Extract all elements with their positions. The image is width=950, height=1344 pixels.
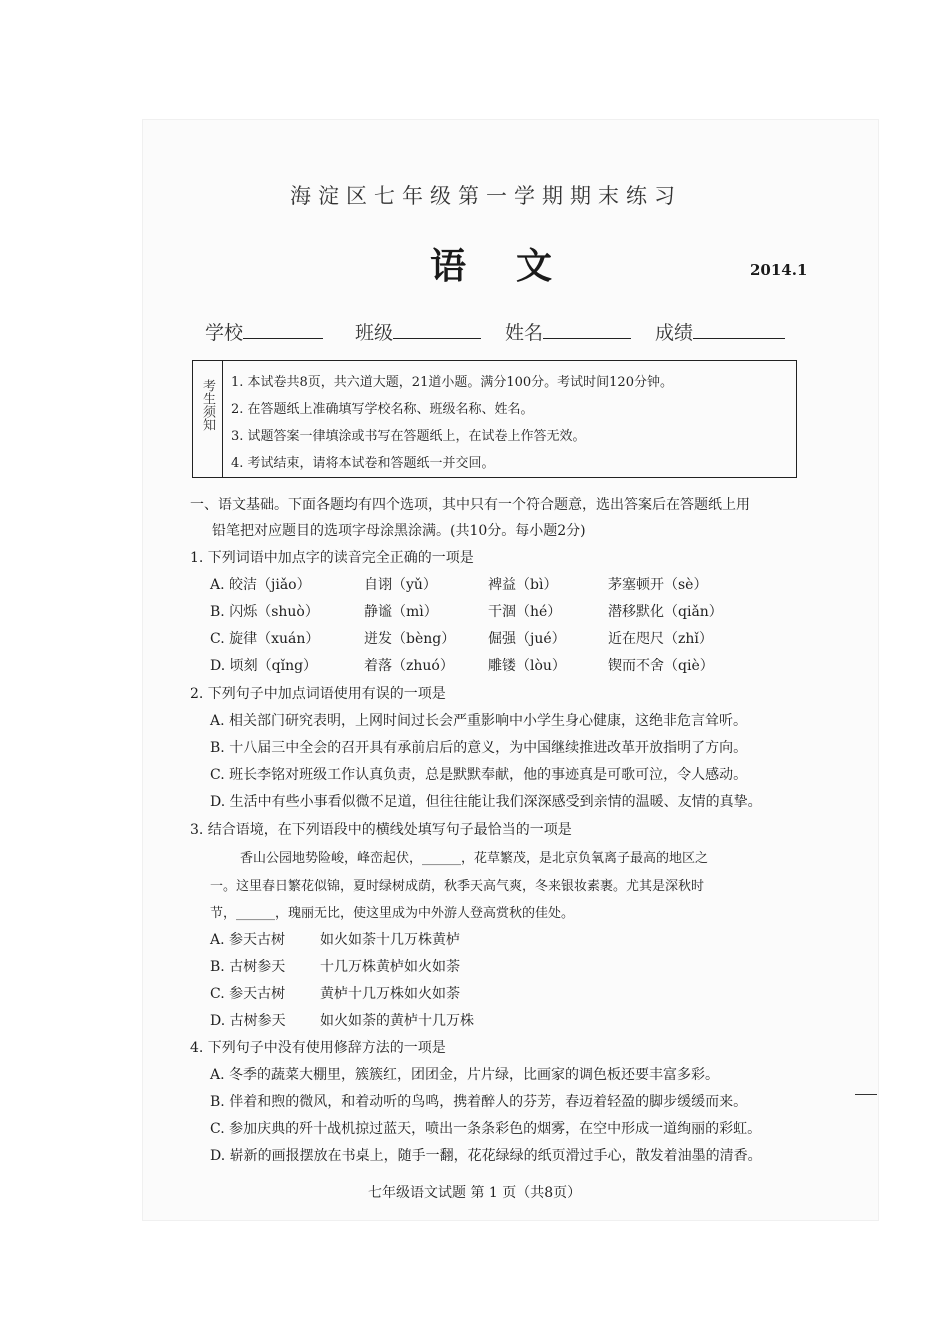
q1-option: 干涸（hé） <box>488 604 562 620</box>
instruction-item: 1. 本试卷共8页，共六道大题，21道小题。满分100分。考试时间120分钟。 <box>231 375 673 390</box>
instruction-item: 3. 试题答案一律填涂或书写在答题纸上，在试卷上作答无效。 <box>231 429 586 444</box>
q3-option-first: D. 古树参天 <box>210 1013 286 1029</box>
q2-option: D. 生活中有些小事看似微不足道，但往往能让我们深深感受到亲情的温暖、友情的真挚。 <box>210 794 762 810</box>
page-footer: 七年级语文试题 第 1 页（共8页） <box>368 1185 582 1201</box>
name-blank <box>543 320 631 339</box>
exam-title: 海淀区七年级第一学期期末练习 <box>290 184 682 208</box>
q1-option: 自诩（yǔ） <box>364 577 437 593</box>
instruction-item: 2. 在答题纸上准确填写学校名称、班级名称、姓名。 <box>231 402 534 417</box>
q1-option: 迸发（bèng） <box>364 631 456 647</box>
subject-title: 语文 <box>430 245 603 287</box>
q4-option: A. 冬季的蔬菜大棚里，簇簇红，团团金，片片绿，比画家的调色板还要丰富多彩。 <box>210 1067 720 1083</box>
instructions-side-text: 考生须知 <box>200 379 215 431</box>
q1-option: 裨益（bì） <box>488 577 558 593</box>
q2-option: B. 十八届三中全会的召开具有承前启后的意义，为中国继续推进改革开放指明了方向。 <box>210 740 748 756</box>
q1-option: 锲而不舍（qiè） <box>608 658 714 674</box>
school-label: 学校 <box>205 322 244 344</box>
q1-option: 雕镂（lòu） <box>488 658 566 674</box>
name-field <box>505 318 631 345</box>
q2-option: A. 相关部门研究表明，上网时间过长会严重影响中小学生身心健康，这绝非危言耸听。 <box>210 713 748 729</box>
school-field <box>205 318 323 345</box>
q1-option: 静谧（mì） <box>364 604 438 620</box>
q3-option-first: A. 参天古树 <box>210 932 286 948</box>
q4-stem: 4. 下列句子中没有使用修辞方法的一项是 <box>190 1040 446 1056</box>
q3-option-second: 黄栌十几万株如火如荼 <box>320 986 460 1002</box>
q1-option: C. 旋律（xuán） <box>210 631 320 647</box>
q4-option: D. 崭新的画报摆放在书桌上，随手一翻，花花绿绿的纸页滑过手心，散发着油墨的清香。 <box>210 1148 762 1164</box>
q3-passage-line: 香山公园地势险峻，峰峦起伏，______，花草繁茂，是北京负氧离子最高的地区之 <box>240 851 709 866</box>
school-blank <box>243 320 323 339</box>
q1-option: 着落（zhuó） <box>364 658 454 674</box>
q1-option: 倔强（jué） <box>488 631 566 647</box>
q3-option-second: 如火如荼十几万株黄栌 <box>320 932 460 948</box>
instructions-side-label <box>193 361 223 477</box>
score-blank <box>693 320 785 339</box>
q2-option: C. 班长李铭对班级工作认真负责，总是默默奉献，他的事迹真是可歌可泣，令人感动。 <box>210 767 748 783</box>
q1-option: 近在咫尺（zhǐ） <box>608 631 713 647</box>
q3-option-first: C. 参天古树 <box>210 986 286 1002</box>
name-label: 姓名 <box>505 322 544 344</box>
section1-heading: 一、语文基础。下面各题均有四个选项，其中只有一个符合题意，选出答案后在答题纸上用 <box>190 497 750 513</box>
q1-option: 茅塞顿开（sè） <box>608 577 708 593</box>
q3-stem: 3. 结合语境，在下列语段中的横线处填写句子最恰当的一项是 <box>190 822 572 838</box>
q4-option: C. 参加庆典的歼十战机掠过蓝天，喷出一条条彩色的烟雾，在空中形成一道绚丽的彩虹。 <box>210 1121 762 1137</box>
class-field <box>355 318 481 345</box>
exam-instructions-box <box>192 360 797 478</box>
q1-stem: 1. 下列词语中加点字的读音完全正确的一项是 <box>190 550 474 566</box>
scan-margin-mark <box>855 1094 877 1095</box>
q3-option-first: B. 古树参天 <box>210 959 286 975</box>
score-label: 成绩 <box>655 322 694 344</box>
q1-option: A. 皎洁（jiǎo） <box>210 577 311 593</box>
q4-option: B. 伴着和煦的微风，和着动听的鸟鸣，携着醉人的芬芳，春迈着轻盈的脚步缓缓而来。 <box>210 1094 748 1110</box>
q2-stem: 2. 下列句子中加点词语使用有误的一项是 <box>190 686 446 702</box>
class-label: 班级 <box>355 322 394 344</box>
q1-option: 潜移默化（qiǎn） <box>608 604 723 620</box>
q3-passage-line: 节，______，瑰丽无比，使这里成为中外游人登高赏秋的佳处。 <box>210 906 575 921</box>
score-field <box>655 318 785 345</box>
section1-heading-line2: 铅笔把对应题目的选项字母涂黑涂满。(共10分。每小题2分) <box>212 523 586 539</box>
q3-option-second: 如火如荼的黄栌十几万株 <box>320 1013 474 1029</box>
class-blank <box>393 320 481 339</box>
instruction-item: 4. 考试结束，请将本试卷和答题纸一并交回。 <box>231 456 495 471</box>
q1-option: B. 闪烁（shuò） <box>210 604 319 620</box>
q3-passage-line: 一。这里春日繁花似锦，夏时绿树成荫，秋季天高气爽，冬来银妆素裹。尤其是深秋时 <box>210 879 705 894</box>
q1-option: D. 顷刻（qǐng） <box>210 658 318 674</box>
exam-date: 2014.1 <box>750 261 808 279</box>
q3-option-second: 十几万株黄栌如火如荼 <box>320 959 460 975</box>
